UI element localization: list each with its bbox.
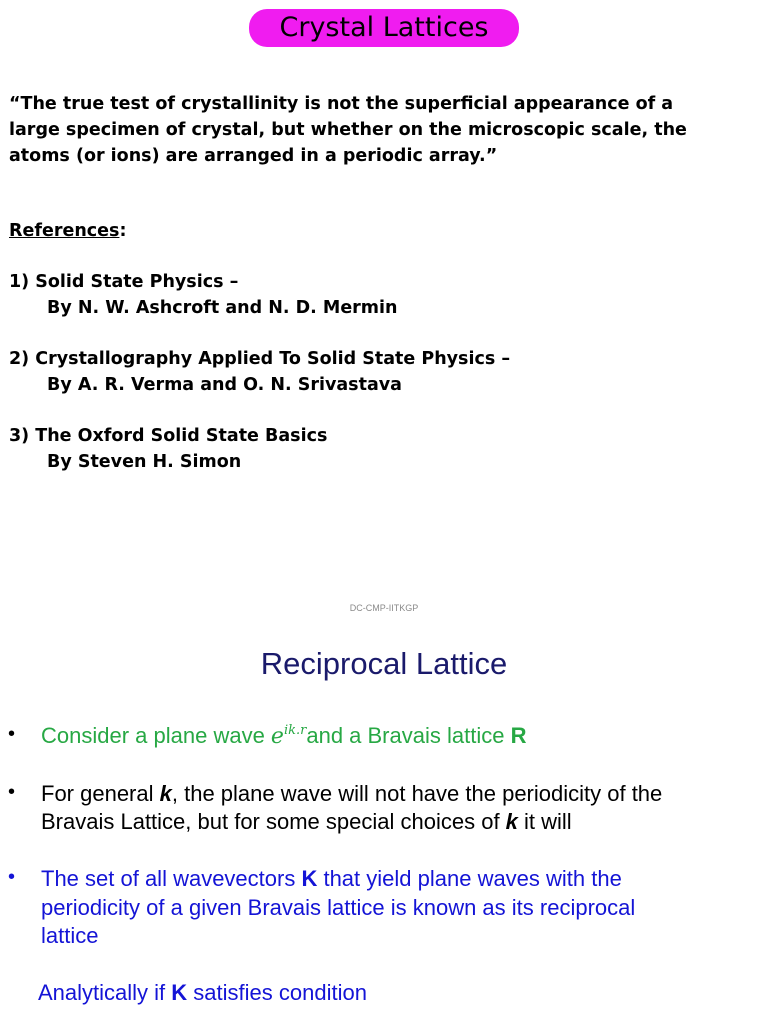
bullet-3-line-3: lattice: [41, 923, 99, 948]
bullet-2-l2-b: it will: [517, 809, 572, 834]
bullet-3-line-1: [41, 866, 622, 892]
analytic-a: Analytically if: [38, 980, 172, 1005]
reference-1-author: By N. W. Ashcroft and N. D. Mermin: [47, 298, 398, 318]
bullet-3-line-2: periodicity of a given Bravais lattice is known as its reciprocal: [41, 895, 636, 920]
slide2-title: Reciprocal Lattice: [260, 646, 508, 681]
references-heading: [9, 221, 126, 241]
bullet-2-l2-a: Bravais Lattice, but for some special choices of: [41, 809, 506, 834]
bullet-2-l1-b: , the plane wave will not have the periodicity of the: [171, 781, 663, 806]
formula-base: e: [270, 724, 284, 749]
bullet-1-after: and a Bravais lattice: [306, 723, 511, 748]
bullet-3-l1-bold: K: [301, 866, 318, 891]
bullet-2-l2-bold: k: [505, 809, 518, 834]
bullet-2-l1-a: For general: [41, 781, 160, 806]
reference-2-author: By A. R. Verma and O. N. Srivastava: [47, 375, 402, 395]
bullet-3-l1-b: that yield plane waves with the: [317, 866, 622, 891]
slide-title: Crystal Lattices: [249, 9, 519, 47]
quote-line-3: atoms (or ions) are arranged in a periodic array.”: [9, 146, 498, 166]
reference-3-title: 3) The Oxford Solid State Basics: [9, 426, 328, 446]
bullet-3-dot: •: [8, 866, 16, 888]
bullet-2-line-2: [41, 809, 572, 835]
bullet-3-l1-a: The set of all wavevectors: [41, 866, 302, 891]
bullet-2-line-1: [41, 781, 662, 807]
quote-line-1: “The true test of crystallinity is not the superficial appearance of a: [9, 94, 674, 114]
bullet-2-l1-bold: k: [159, 781, 172, 806]
references-colon: :: [119, 221, 127, 241]
analytic-b: satisfies condition: [187, 980, 367, 1005]
reference-3-author: By Steven H. Simon: [47, 452, 242, 472]
slide-footer: DC-CMP-IITKGP: [349, 603, 419, 613]
bullet-1-text: [41, 723, 526, 749]
plane-wave-formula: [271, 724, 306, 749]
references-label: References: [9, 221, 120, 241]
reference-1-title: 1) Solid State Physics –: [9, 272, 239, 292]
analytic-bold: K: [171, 980, 188, 1005]
bullet-1-dot: •: [8, 723, 16, 745]
bullet-2-dot: •: [8, 781, 16, 803]
formula-exponent: ik.r: [283, 723, 307, 738]
quote-line-2: large specimen of crystal, but whether on the microscopic scale, the: [9, 120, 687, 140]
bullet-1-before: Consider a plane wave: [41, 723, 271, 748]
analytic-condition: [38, 980, 367, 1006]
reference-2-title: 2) Crystallography Applied To Solid State Physics –: [9, 349, 511, 369]
bullet-1-bold: R: [510, 723, 527, 748]
